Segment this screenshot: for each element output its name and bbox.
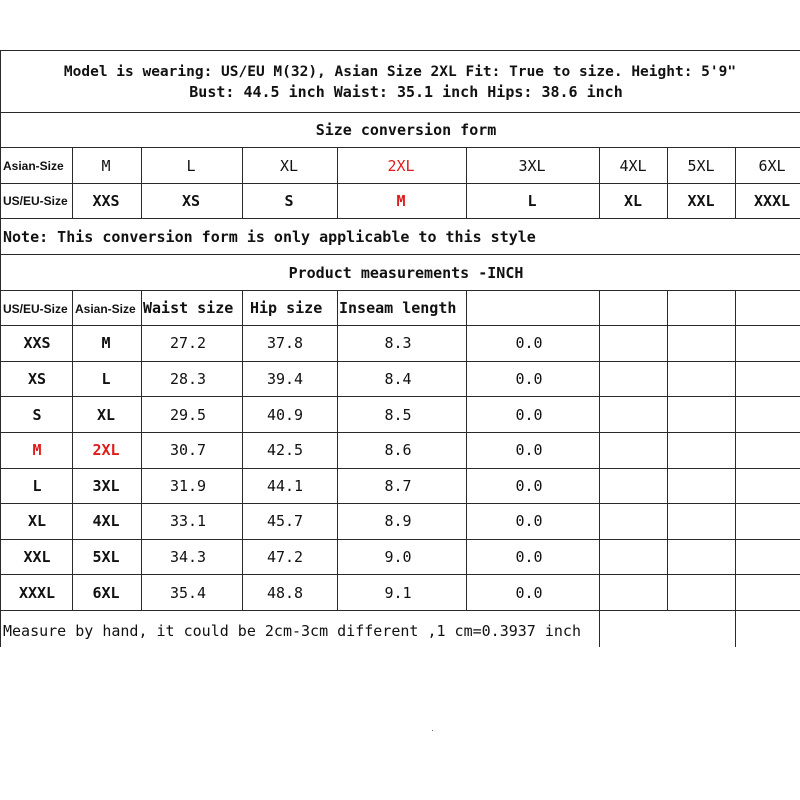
conversion-useu-cell: XXXL [753,192,791,210]
measurements-title: Product measurements -INCH [288,264,524,282]
conversion-useu-cell: S [284,192,294,210]
table-cell-asian: M [101,334,111,352]
table-cell-extra: 0.0 [515,512,543,530]
table-cell-useu: XS [27,370,47,388]
table-cell-inseam: 9.1 [384,584,412,602]
conversion-asian-cell: 3XL [518,157,546,175]
table-cell-inseam: 9.0 [384,548,412,566]
footer-note: Measure by hand, it could be 2cm-3cm different ,1 cm=0.3937 inch [3,622,581,640]
table-cell-hip: 48.8 [266,584,304,602]
rule [0,112,800,113]
table-cell-inseam: 8.4 [384,370,412,388]
rule [337,290,338,610]
table-cell-useu: S [32,406,42,424]
conversion-asian-cell-highlighted: 2XL [387,157,415,175]
rule [0,610,800,611]
conversion-asian-cell: M [101,157,111,175]
rule [337,147,338,218]
rule [0,183,800,184]
table-cell-hip: 42.5 [266,441,304,459]
table-cell-useu: L [32,477,42,495]
rule [0,325,800,326]
rule [667,290,668,610]
conversion-asian-cell: XL [279,157,299,175]
table-cell-inseam: 8.7 [384,477,412,495]
table-cell-waist: 29.5 [169,406,207,424]
conversion-useu-cell: XXL [687,192,715,210]
table-cell-hip: 44.1 [266,477,304,495]
rule [0,50,1,647]
rule [0,254,800,255]
rule [72,290,73,610]
table-cell-hip: 40.9 [266,406,304,424]
table-cell-useu: XXXL [18,584,56,602]
header-hip-size: Hip size [250,299,323,317]
header-useu-size: US/EU-Size [3,302,68,316]
table-cell-asian: XL [96,406,116,424]
conversion-asian-cell: 6XL [758,157,786,175]
conversion-useu-cell: XS [181,192,201,210]
rule [735,147,736,218]
table-cell-asian: 3XL [92,477,120,495]
table-cell-waist: 33.1 [169,512,207,530]
table-cell-hip: 39.4 [266,370,304,388]
rule [0,147,800,148]
rule [599,147,600,218]
useu-size-label: US/EU-Size [3,194,68,208]
model-info-line-2: Bust: 44.5 inch Waist: 35.1 inch Hips: 38.6 inch [189,83,623,101]
table-cell-inseam: 8.6 [384,441,412,459]
table-cell-extra: 0.0 [515,477,543,495]
conversion-asian-cell: 4XL [619,157,647,175]
header-inseam-length: Inseam length [339,299,457,317]
table-cell-extra: 0.0 [515,584,543,602]
rule [0,468,800,469]
rule [0,432,800,433]
rule [0,361,800,362]
table-cell-extra: 0.0 [515,548,543,566]
conversion-title: Size conversion form [315,121,497,139]
rule [0,290,800,291]
table-cell-extra: 0.0 [515,334,543,352]
rule [0,50,800,51]
rule [141,147,142,218]
model-info-line-1: Model is wearing: US/EU M(32), Asian Size 2XL Fit: True to size. Height: 5'9" [63,64,737,80]
conversion-useu-cell: L [527,192,537,210]
table-cell-inseam: 8.5 [384,406,412,424]
rule [242,147,243,218]
rule [72,147,73,218]
rule [466,147,467,218]
table-cell-waist: 30.7 [169,441,207,459]
table-cell-extra: 0.0 [515,441,543,459]
rule [0,396,800,397]
table-cell-waist: 35.4 [169,584,207,602]
rule [0,503,800,504]
rule [735,290,736,647]
rule [667,147,668,218]
table-cell-useu: XXL [23,548,51,566]
table-cell-useu-highlighted: M [32,441,42,459]
table-cell-hip: 45.7 [266,512,304,530]
table-cell-asian: 6XL [92,584,120,602]
rule [0,539,800,540]
table-cell-asian: L [101,370,111,388]
rule [599,290,600,647]
table-cell-hip: 37.8 [266,334,304,352]
table-cell-extra: 0.0 [515,406,543,424]
table-cell-waist: 28.3 [169,370,207,388]
table-cell-asian-highlighted: 2XL [92,441,120,459]
table-cell-asian: 5XL [92,548,120,566]
stray-dot [432,730,433,731]
table-cell-inseam: 8.3 [384,334,412,352]
conversion-useu-cell: XXS [92,192,120,210]
conversion-note: Note: This conversion form is only applicable to this style [3,228,536,246]
asian-size-label: Asian-Size [3,159,64,173]
conversion-useu-cell-highlighted: M [396,192,406,210]
table-cell-waist: 34.3 [169,548,207,566]
table-cell-useu: XL [27,512,47,530]
table-cell-waist: 31.9 [169,477,207,495]
rule [242,290,243,610]
conversion-useu-cell: XL [623,192,643,210]
conversion-asian-cell: 5XL [687,157,715,175]
table-cell-useu: XXS [23,334,51,352]
rule [0,218,800,219]
table-cell-asian: 4XL [92,512,120,530]
rule [466,290,467,610]
table-cell-waist: 27.2 [169,334,207,352]
conversion-asian-cell: L [186,157,196,175]
header-asian-size: Asian-Size [75,302,136,316]
header-waist-size: Waist size [143,299,234,317]
rule [0,574,800,575]
table-cell-hip: 47.2 [266,548,304,566]
table-cell-extra: 0.0 [515,370,543,388]
rule [141,290,142,610]
table-cell-inseam: 8.9 [384,512,412,530]
